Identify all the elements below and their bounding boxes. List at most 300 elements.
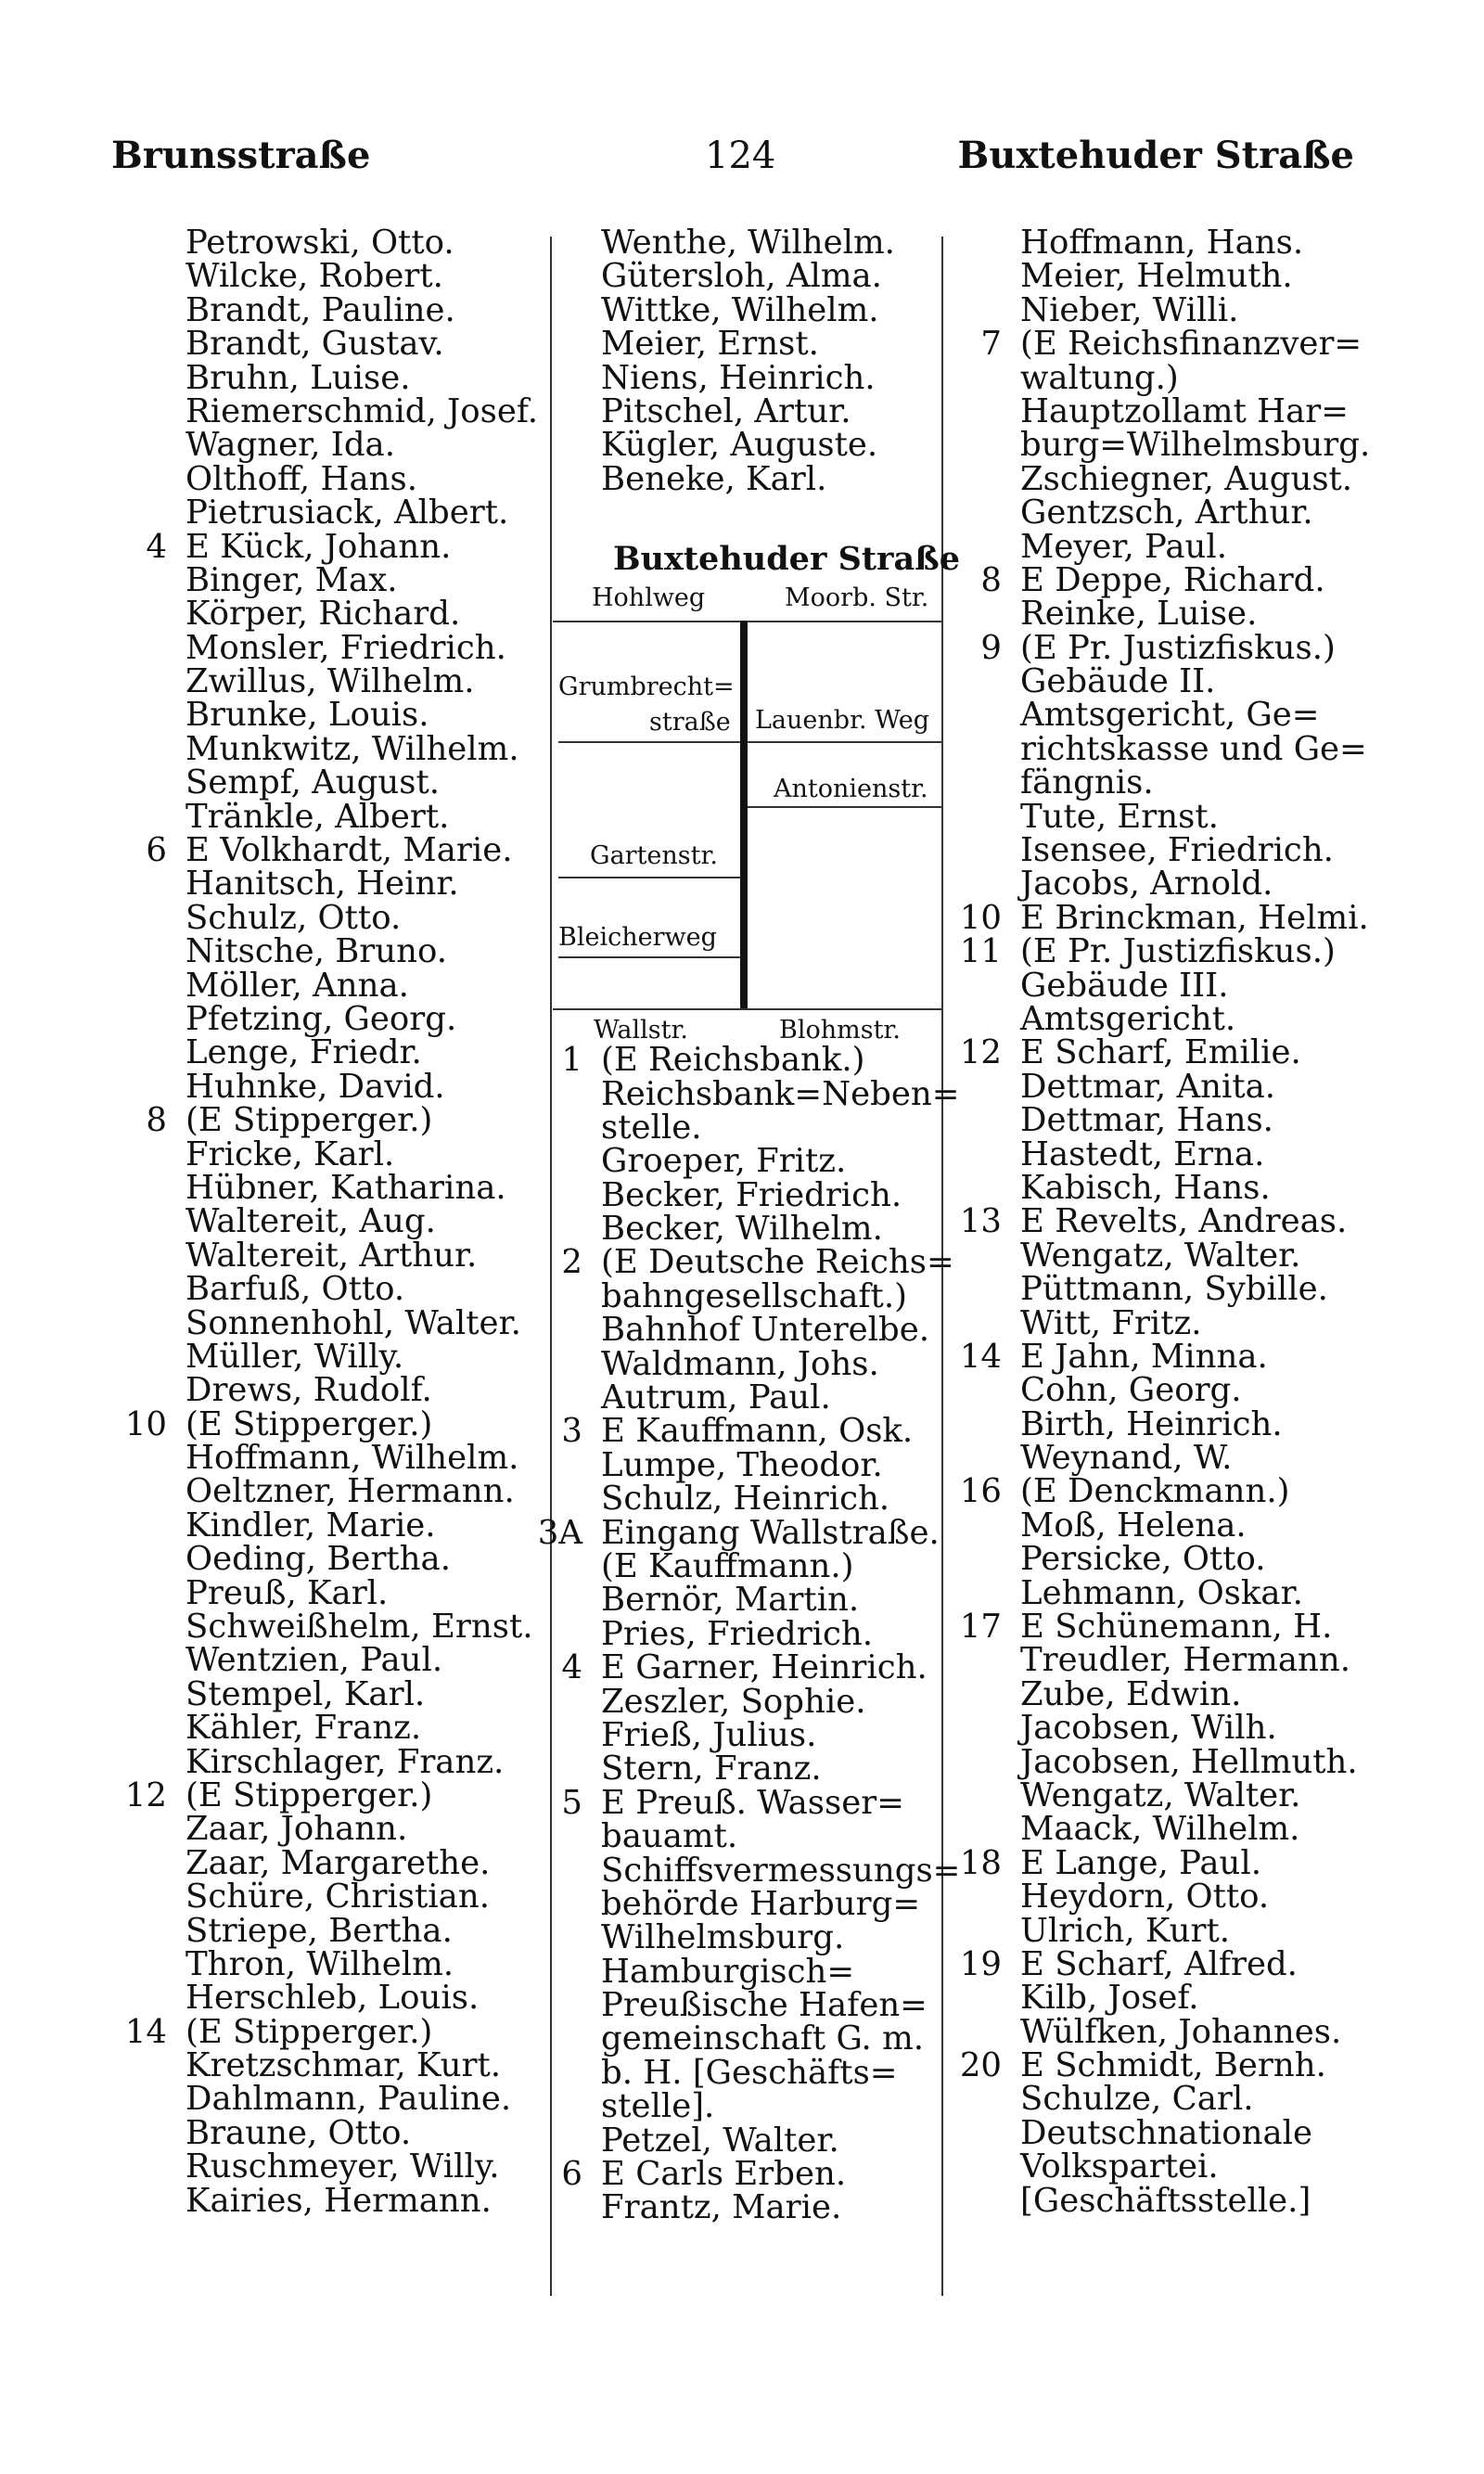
entry-text: Püttmann, Sybille. (1020, 1270, 1328, 1309)
entry-text: Pfetzing, Georg. (186, 999, 457, 1038)
entry-text: Wagner, Ida. (186, 426, 396, 465)
entry-text: Jacobs, Arnold. (1020, 865, 1273, 904)
entry-text: Pries, Friedrich. (601, 1614, 874, 1653)
house-number: 13 (959, 1202, 1002, 1241)
entry-line (1020, 358, 1410, 397)
entry-text: Hoffmann, Wilhelm. (186, 1439, 519, 1478)
entry-text: Brandt, Gustav. (186, 325, 444, 364)
entry-text: b. H. [Geschäfts= (601, 2053, 898, 2092)
entry-text: Munkwitz, Wilhelm. (186, 729, 519, 768)
entry-text: Waldmann, Johs. (601, 1344, 879, 1383)
entry-line (1020, 1742, 1410, 1781)
entry-text: stelle. (601, 1108, 702, 1147)
house-number: 19 (959, 1944, 1002, 1983)
entry-text: Thron, Wilhelm. (186, 1944, 454, 1983)
entry-text: Heydorn, Otto. (1020, 1878, 1270, 1916)
entry-text: Herschleb, Louis. (186, 1979, 480, 2018)
entry-line (959, 1033, 1410, 1072)
entry-text: Jacobsen, Wilh. (1020, 1709, 1277, 1748)
house-number: 16 (959, 1472, 1002, 1511)
entry-text: E Lange, Paul. (1020, 1843, 1262, 1882)
entry-text: E Schünemann, H. (1020, 1608, 1333, 1647)
entry-line (601, 325, 972, 364)
entry-line (1020, 1674, 1410, 1713)
entry-line (1020, 1775, 1410, 1814)
entry-text: E Garner, Heinrich. (601, 1648, 928, 1687)
entry-line (186, 1134, 538, 1173)
entry-text: Körper, Richard. (186, 595, 461, 634)
entry-text: waltung.) (1020, 358, 1179, 397)
entry-line (1020, 290, 1410, 329)
entry-text: Ruschmeyer, Willy. (186, 2147, 500, 2186)
entry-line (1020, 1303, 1410, 1342)
entry-line (959, 1608, 1410, 1647)
entry-text: Dettmar, Anita. (1020, 1067, 1276, 1106)
entry-text: bahngesellschaft.) (601, 1276, 907, 1315)
entry-line (1020, 226, 1410, 260)
entry-text: Schulz, Heinrich. (601, 1480, 890, 1519)
entry-text: E Scharf, Emilie. (1020, 1033, 1301, 1072)
entry-line (1020, 2113, 1410, 2152)
entry-line (537, 1513, 972, 1552)
entry-line (186, 1202, 538, 1241)
entry-line (1020, 527, 1410, 566)
house-number: 8 (980, 560, 1002, 599)
house-number: 6 (561, 2155, 582, 2194)
entry-text: Wülfken, Johannes. (1020, 2012, 1342, 2051)
entry-line (186, 898, 538, 937)
entry-text: Moß, Helena. (1020, 1506, 1247, 1545)
entry-text: Petrowski, Otto. (186, 224, 454, 262)
entry-text: Frantz, Marie. (601, 2188, 842, 2227)
entry-line (1020, 1134, 1410, 1173)
entry-line (1020, 2012, 1410, 2051)
house-number: 3 (561, 1412, 582, 1451)
entry-line (601, 2188, 972, 2227)
street-heading: Buxtehuder Straße (612, 540, 960, 579)
map-label-moorb: Moorb. Str. (785, 583, 929, 613)
map-label-wallstr: Wallstr. (594, 1016, 689, 1045)
entry-line (186, 426, 538, 465)
entry-line (186, 1674, 538, 1713)
entry-text: Preuß, Karl. (186, 1573, 389, 1612)
entry-text: gemeinschaft G. m. (601, 2019, 925, 2058)
entry-line (1020, 459, 1410, 498)
entry-text: Birth, Heinrich. (1020, 1404, 1283, 1443)
entry-text: Nitsche, Bruno. (186, 932, 448, 971)
entry-line (601, 1311, 972, 1350)
entry-text: Möller, Anna. (186, 966, 409, 1005)
map-main-street (740, 621, 748, 1010)
entry-text: Kabisch, Hans. (1020, 1168, 1271, 1207)
entry-text: E Kauffmann, Osk. (601, 1412, 914, 1451)
entry-line (601, 391, 972, 430)
page-number: 124 (705, 135, 776, 177)
entry-line (124, 2012, 538, 2051)
entry-text: Oeltzner, Hermann. (186, 1472, 515, 1511)
house-number: 12 (959, 1033, 1002, 1072)
entry-text: [Geschäftsstelle.] (1020, 2181, 1311, 2220)
entry-text: Isensee, Friedrich. (1020, 831, 1334, 870)
column-1 (124, 224, 538, 2220)
entry-line (959, 2046, 1410, 2085)
entry-text: Zube, Edwin. (1020, 1674, 1242, 1713)
entry-line (186, 1810, 538, 1849)
entry-text: Schulze, Carl. (1020, 2080, 1254, 2119)
entry-line (601, 290, 972, 329)
entry-text: Huhnke, David. (186, 1067, 445, 1106)
entry-line (1020, 797, 1410, 836)
entry-text: Hauptzollamt Har= (1020, 391, 1349, 430)
entry-text: Amtsgericht, Ge= (1020, 696, 1320, 735)
entry-text: E Preuß. Wasser= (601, 1783, 904, 1822)
entry-line (1020, 1236, 1410, 1275)
house-number: 5 (561, 1783, 582, 1822)
entry-text: E Brinckman, Helmi. (1020, 898, 1369, 937)
entry-text: Becker, Friedrich. (601, 1175, 902, 1214)
entry-line (601, 426, 972, 465)
house-number: 6 (146, 831, 167, 870)
entry-line (601, 1445, 972, 1484)
entry-line (1020, 1404, 1410, 1443)
entry-text: (E Pr. Justizfiskus.) (1020, 932, 1336, 971)
entry-line (601, 1276, 972, 1315)
entry-line (1020, 865, 1410, 904)
entry-line (186, 2046, 538, 2085)
house-number: 8 (146, 1101, 167, 1140)
entry-text: Hastedt, Erna. (1020, 1134, 1265, 1173)
entry-text: Jacobsen, Hellmuth. (1020, 1742, 1358, 1781)
entry-line (186, 696, 538, 735)
entry-text: E Schmidt, Bernh. (1020, 2046, 1326, 2085)
street-map (553, 578, 942, 1045)
entry-line (561, 2155, 972, 2194)
entry-line (186, 1709, 538, 1748)
column-2-top-list (601, 226, 972, 496)
entry-text: Lenge, Friedr. (186, 1033, 422, 1072)
entry-line (186, 932, 538, 971)
entry-line (1020, 1911, 1410, 1950)
entry-text: Stern, Franz. (601, 1750, 822, 1788)
entry-line (1020, 831, 1410, 870)
house-number: 4 (561, 1648, 582, 1687)
entry-line (980, 628, 1410, 667)
entry-text: E Volkhardt, Marie. (186, 831, 513, 870)
entry-line (186, 1270, 538, 1309)
house-number: 11 (959, 932, 1002, 971)
entry-text: Groeper, Fritz. (601, 1142, 847, 1181)
entry-text: Schiffsvermessungs= (601, 1851, 961, 1890)
entry-line (186, 560, 538, 599)
entry-line (1020, 1880, 1410, 1914)
entry-text: Brandt, Pauline. (186, 290, 455, 329)
entry-line (186, 358, 538, 397)
column-3 (959, 224, 1410, 2220)
entry-text: Kindler, Marie. (186, 1506, 436, 1545)
entry-line (1020, 696, 1410, 735)
entry-text: Hamburgisch= (601, 1952, 855, 1991)
entry-line (1020, 1810, 1410, 1849)
entry-line (186, 966, 538, 1005)
entry-line (561, 1243, 972, 1282)
entry-line (1020, 595, 1410, 634)
entry-text: Preußische Hafen= (601, 1986, 928, 2025)
entry-text: Reinke, Luise. (1020, 595, 1258, 634)
entry-line (601, 1918, 972, 1957)
entry-line (186, 1472, 538, 1511)
entry-text: (E Reichsbank.) (601, 1041, 865, 1080)
entry-text: Kairies, Hermann. (186, 2181, 492, 2220)
map-label-bleicherweg: Bleicherweg (558, 923, 717, 953)
entry-text: Hanitsch, Heinr. (186, 865, 459, 904)
entry-line (186, 2147, 538, 2186)
entry-line (561, 1783, 972, 1822)
house-number: 1 (561, 1041, 582, 1080)
entry-text: Niens, Heinrich. (601, 358, 876, 397)
entry-text: Barfuß, Otto. (186, 1270, 405, 1309)
entry-text: Bruhn, Luise. (186, 358, 411, 397)
entry-text: Reichsbank=Neben= (601, 1074, 960, 1113)
entry-line (186, 2181, 538, 2220)
entry-line (601, 1175, 972, 1214)
entry-line (561, 1412, 972, 1451)
entry-text: burg=Wilhelmsburg. (1020, 426, 1371, 465)
entry-line (186, 1033, 538, 1072)
entry-line (1020, 1067, 1410, 1106)
entry-text: Beneke, Karl. (601, 459, 827, 498)
entry-line (980, 560, 1410, 599)
entry-line (1020, 662, 1410, 701)
entry-line (1020, 1573, 1410, 1612)
entry-text: Weynand, W. (1020, 1439, 1233, 1478)
entry-line (601, 1817, 972, 1856)
entry-text: (E Deutsche Reichs= (601, 1243, 954, 1282)
entry-line (186, 1337, 538, 1376)
entry-text: Kretzschmar, Kurt. (186, 2046, 502, 2085)
entry-line (601, 1986, 972, 2025)
entry-line (1020, 2181, 1410, 2220)
entry-line (601, 1581, 972, 1620)
entry-text: Sonnenhohl, Walter. (186, 1303, 521, 1342)
entry-text: Meier, Ernst. (601, 325, 819, 364)
map-label-antonienstr: Antonienstr. (774, 775, 928, 804)
house-number: 18 (959, 1843, 1002, 1882)
entry-text: Brunke, Louis. (186, 696, 429, 735)
entry-line (561, 1648, 972, 1687)
entry-text: Fricke, Karl. (186, 1134, 395, 1173)
entry-text: Autrum, Paul. (601, 1378, 831, 1417)
entry-text: Bernör, Martin. (601, 1581, 860, 1620)
entry-text: Zschiegner, August. (1020, 459, 1353, 498)
entry-line (601, 1851, 972, 1890)
entry-line (959, 1337, 1410, 1376)
entry-text: Volkspartei. (1020, 2147, 1219, 2186)
entry-line (601, 1952, 972, 1991)
entry-line (186, 1303, 538, 1342)
entry-text: Wengatz, Walter. (1020, 1775, 1301, 1814)
entry-line (186, 999, 538, 1038)
entry-line (601, 1378, 972, 1417)
entry-line (186, 1944, 538, 1983)
entry-line (1020, 1439, 1410, 1478)
entry-text: Stempel, Karl. (186, 1674, 426, 1713)
entry-line (601, 1715, 972, 1754)
entry-text: behörde Harburg= (601, 1884, 921, 1923)
entry-text: richtskasse und Ge= (1020, 729, 1367, 768)
entry-text: Oeding, Bertha. (186, 1540, 451, 1579)
entry-line (601, 1682, 972, 1721)
entry-line (1020, 1101, 1410, 1140)
entry-text: Riemerschmid, Josef. (186, 391, 538, 430)
entry-text: bauamt. (601, 1817, 738, 1856)
entry-text: Gütersloh, Alma. (601, 257, 882, 296)
entry-text: Wenthe, Wilhelm. (601, 224, 895, 262)
entry-line (601, 1210, 972, 1249)
entry-line (980, 325, 1410, 364)
map-label-grumbrecht-1: Grumbrecht= (558, 673, 735, 702)
entry-text: Pitschel, Artur. (601, 391, 851, 430)
entry-line (1020, 2147, 1410, 2186)
entry-line (601, 2019, 972, 2058)
house-number: 10 (959, 898, 1002, 937)
entry-line (186, 1236, 538, 1275)
entry-text: Hübner, Katharina. (186, 1168, 506, 1207)
entry-text: Kirschlager, Franz. (186, 1742, 505, 1781)
entry-line (601, 1614, 972, 1653)
entry-text: Waltereit, Aug. (186, 1202, 436, 1241)
entry-text: Pietrusiack, Albert. (186, 494, 509, 532)
entry-text: Ulrich, Kurt. (1020, 1911, 1231, 1950)
entry-text: Becker, Wilhelm. (601, 1210, 883, 1249)
entry-text: Petzel, Walter. (601, 2121, 839, 2160)
entry-text: Wilcke, Robert. (186, 257, 443, 296)
entry-line (1020, 1270, 1410, 1309)
entry-line (1020, 391, 1410, 430)
entry-text: Wengatz, Walter. (1020, 1236, 1301, 1275)
house-number: 12 (124, 1775, 167, 1814)
entry-text: Kähler, Franz. (186, 1709, 422, 1748)
entry-text: Eingang Wallstraße. (601, 1513, 940, 1552)
entry-line (959, 1202, 1410, 1241)
house-number: 4 (146, 527, 167, 566)
entry-text: Maack, Wilhelm. (1020, 1810, 1300, 1849)
entry-text: Lumpe, Theodor. (601, 1445, 883, 1484)
entry-text: Deutschnationale (1020, 2113, 1312, 2152)
house-number: 10 (124, 1404, 167, 1443)
entry-line (146, 831, 538, 870)
map-label-gartenstr: Gartenstr. (590, 841, 719, 871)
entry-text: Schüre, Christian. (186, 1878, 490, 1916)
entry-line (186, 496, 538, 530)
entry-text: Monsler, Friedrich. (186, 628, 506, 667)
entry-line (186, 662, 538, 701)
house-number: 3A (537, 1513, 582, 1552)
entry-line (601, 2121, 972, 2160)
entry-line (1020, 1168, 1410, 1207)
entry-text: Olthoff, Hans. (186, 459, 417, 498)
entry-line (186, 1911, 538, 1950)
entry-text: (E Reichsfinanzver= (1020, 325, 1362, 364)
entry-text: Hoffmann, Hans. (1020, 224, 1304, 262)
entry-line (186, 2080, 538, 2119)
entry-line (186, 325, 538, 364)
entry-line (186, 1168, 538, 1207)
entry-text: Waltereit, Arthur. (186, 1236, 478, 1275)
house-number: 2 (561, 1243, 582, 1282)
entry-text: E Kück, Johann. (186, 527, 452, 566)
entry-text: Zaar, Johann. (186, 1810, 408, 1849)
entry-line (959, 932, 1410, 971)
entry-text: Meyer, Paul. (1020, 527, 1228, 566)
entry-line (186, 257, 538, 296)
column-2 (537, 224, 972, 2227)
entry-line (186, 2113, 538, 2152)
entry-text: Lehmann, Oskar. (1020, 1573, 1303, 1612)
entry-text: Tute, Ernst. (1020, 797, 1219, 836)
entry-text: Cohn, Georg. (1020, 1371, 1242, 1410)
entry-line (186, 729, 538, 768)
entry-line (186, 1371, 538, 1410)
entry-line (1020, 496, 1410, 530)
column-2-bottom-list (537, 1041, 972, 2227)
entry-text: Wentzien, Paul. (186, 1641, 443, 1680)
entry-line (186, 1843, 538, 1882)
entry-text: (E Denckmann.) (1020, 1472, 1290, 1511)
entry-text: Wilhelmsburg. (601, 1918, 845, 1957)
entry-text: Kilb, Josef. (1020, 1979, 1199, 2018)
house-number: 14 (124, 2012, 167, 2051)
entry-text: Drews, Rudolf. (186, 1371, 432, 1410)
entry-line (601, 358, 972, 397)
entry-text: Striepe, Bertha. (186, 1911, 453, 1950)
house-number: 14 (959, 1337, 1002, 1376)
entry-line (601, 1142, 972, 1181)
entry-text: Witt, Fritz. (1020, 1303, 1202, 1342)
entry-line (1020, 1979, 1410, 2018)
entry-line (1020, 1371, 1410, 1410)
entry-line (959, 1944, 1410, 1983)
entry-text: (E Stipperger.) (186, 2012, 433, 2051)
entry-line (186, 1540, 538, 1579)
entry-line (186, 1742, 538, 1781)
entry-line (601, 2087, 972, 2126)
entry-line (601, 226, 972, 260)
entry-line (186, 1880, 538, 1914)
entry-text: E Scharf, Alfred. (1020, 1944, 1298, 1983)
entry-line (124, 1775, 538, 1814)
entry-line (1020, 729, 1410, 768)
entry-line (601, 1546, 972, 1585)
entry-line (186, 1608, 538, 1647)
entry-text: (E Stipperger.) (186, 1101, 433, 1140)
entry-text: E Carls Erben. (601, 2155, 847, 2194)
house-number: 17 (959, 1608, 1002, 1647)
entry-line (186, 628, 538, 667)
entry-line (959, 1472, 1410, 1511)
entry-line (1020, 2080, 1410, 2119)
entry-text: E Deppe, Richard. (1020, 560, 1325, 599)
entry-line (186, 226, 538, 260)
entry-line (601, 1074, 972, 1113)
entry-text: Gebäude II. (1020, 662, 1216, 701)
entry-line (1020, 966, 1410, 1005)
entry-text: Dettmar, Hans. (1020, 1101, 1273, 1140)
entry-text: (E Pr. Justizfiskus.) (1020, 628, 1336, 667)
entry-line (186, 1067, 538, 1106)
entry-text: Müller, Willy. (186, 1337, 404, 1376)
entry-text: Tränkle, Albert. (186, 797, 450, 836)
map-label-grumbrecht-2: straße (649, 708, 731, 737)
